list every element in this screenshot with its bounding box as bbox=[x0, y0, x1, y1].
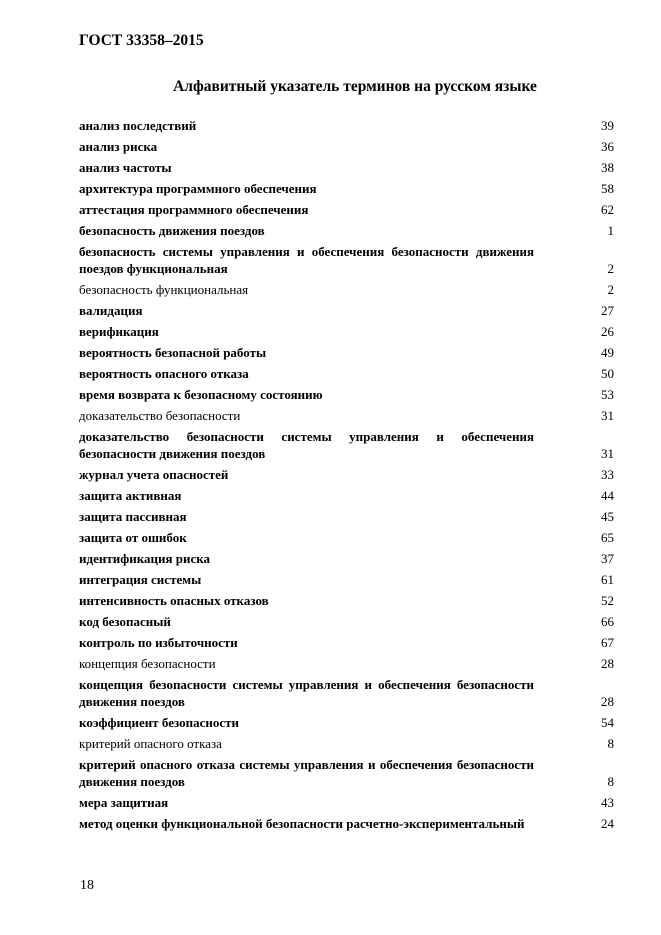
index-entry bbox=[79, 138, 614, 155]
index-entry bbox=[79, 815, 614, 832]
index-entry bbox=[79, 117, 614, 134]
index-page-ref: 26 bbox=[601, 324, 614, 339]
index-page-ref: 2 bbox=[607, 261, 614, 276]
index-term: метод оценки функциональной безопасности расчетно-экспериментальный bbox=[79, 816, 525, 831]
index-page-ref: 1 bbox=[607, 223, 614, 238]
index-page-ref: 8 bbox=[607, 736, 614, 751]
index-page-ref: 31 bbox=[601, 408, 614, 423]
index-entry bbox=[79, 302, 614, 319]
index-page-ref: 33 bbox=[601, 467, 614, 482]
index-entry bbox=[79, 466, 614, 483]
index-entry bbox=[79, 365, 614, 382]
index-page-ref: 36 bbox=[601, 139, 614, 154]
index-page-ref: 39 bbox=[601, 118, 614, 133]
index-entry bbox=[79, 550, 614, 567]
index-entry bbox=[79, 243, 614, 277]
index-page-ref: 67 bbox=[601, 635, 614, 650]
index-page-ref: 58 bbox=[601, 181, 614, 196]
index-entry bbox=[79, 508, 614, 525]
index-term: валидация bbox=[79, 303, 143, 318]
index-term: время возврата к безопасному состоянию bbox=[79, 387, 323, 402]
index-term: концепция безопасности bbox=[79, 656, 216, 671]
index-entry bbox=[79, 344, 614, 361]
index-term: идентификация риска bbox=[79, 551, 211, 566]
index-entry bbox=[79, 756, 614, 790]
index-page-ref: 52 bbox=[601, 593, 614, 608]
index-term: верификация bbox=[79, 324, 159, 339]
index-page-ref: 8 bbox=[607, 774, 614, 789]
index-page-ref: 54 bbox=[601, 715, 614, 730]
index-page-ref: 49 bbox=[601, 345, 614, 360]
index-term: вероятность безопасной работы bbox=[79, 345, 267, 360]
index-term: доказательство безопасности bbox=[79, 408, 241, 423]
index-term: критерий опасного отказа системы управления и обеспечения безопасности движения поездов bbox=[79, 757, 534, 789]
index-page-ref: 66 bbox=[601, 614, 614, 629]
index-term: доказательство безопасности системы управления и обеспечения безопасности движения поездов bbox=[79, 429, 534, 461]
index-term: критерий опасного отказа bbox=[79, 736, 222, 751]
index-term: безопасность функциональная bbox=[79, 282, 249, 297]
index-page-ref: 61 bbox=[601, 572, 614, 587]
index-entry bbox=[79, 487, 614, 504]
index-entry bbox=[79, 180, 614, 197]
index-entry bbox=[79, 222, 614, 239]
index-entry bbox=[79, 592, 614, 609]
index-page-ref: 24 bbox=[601, 816, 614, 831]
index-entry bbox=[79, 529, 614, 546]
index-term: анализ риска bbox=[79, 139, 158, 154]
index-term: коэффициент безопасности bbox=[79, 715, 240, 730]
index-page-ref: 62 bbox=[601, 202, 614, 217]
index-page-ref: 2 bbox=[607, 282, 614, 297]
index-entry bbox=[79, 676, 614, 710]
index-entry bbox=[79, 281, 614, 298]
index-term: интенсивность опасных отказов bbox=[79, 593, 269, 608]
index-term: концепция безопасности системы управления и обеспечения безопасности движения поездов bbox=[79, 677, 534, 709]
index-term: интеграция системы bbox=[79, 572, 202, 587]
index-term: аттестация программного обеспечения bbox=[79, 202, 309, 217]
index-entry bbox=[79, 428, 614, 462]
index-entry bbox=[79, 794, 614, 811]
index-page-ref: 31 bbox=[601, 446, 614, 461]
index-term: журнал учета опасностей bbox=[79, 467, 229, 482]
index-entry bbox=[79, 159, 614, 176]
page-number: 18 bbox=[80, 878, 94, 893]
index-entry bbox=[79, 655, 614, 672]
index-entry bbox=[79, 634, 614, 651]
index-page-ref: 37 bbox=[601, 551, 614, 566]
index-page-ref: 44 bbox=[601, 488, 614, 503]
index-page-ref: 43 bbox=[601, 795, 614, 810]
index-term: защита пассивная bbox=[79, 509, 187, 524]
index-page-ref: 28 bbox=[601, 656, 614, 671]
index-page-ref: 65 bbox=[601, 530, 614, 545]
index-term: контроль по избыточности bbox=[79, 635, 238, 650]
index-term: анализ последствий bbox=[79, 118, 197, 133]
index-term: защита активная bbox=[79, 488, 182, 503]
index-term: безопасность системы управления и обеспечения безопасности движения поездов функциональная bbox=[79, 244, 534, 276]
index-page-ref: 27 bbox=[601, 303, 614, 318]
index-entry bbox=[79, 323, 614, 340]
index-list bbox=[79, 117, 614, 836]
index-entry bbox=[79, 613, 614, 630]
index-term: мера защитная bbox=[79, 795, 169, 810]
index-page-ref: 38 bbox=[601, 160, 614, 175]
index-term: код безопасный bbox=[79, 614, 171, 629]
index-term: архитектура программного обеспечения bbox=[79, 181, 317, 196]
index-entry bbox=[79, 735, 614, 752]
index-term: безопасность движения поездов bbox=[79, 223, 265, 238]
index-page-ref: 53 bbox=[601, 387, 614, 402]
index-entry bbox=[79, 714, 614, 731]
index-page-ref: 50 bbox=[601, 366, 614, 381]
index-term: защита от ошибок bbox=[79, 530, 187, 545]
index-page-ref: 28 bbox=[601, 694, 614, 709]
index-entry bbox=[79, 407, 614, 424]
document-header: ГОСТ 33358–2015 bbox=[79, 32, 204, 49]
index-entry bbox=[79, 201, 614, 218]
index-term: вероятность опасного отказа bbox=[79, 366, 249, 381]
index-entry bbox=[79, 386, 614, 403]
index-page-ref: 45 bbox=[601, 509, 614, 524]
index-entry bbox=[79, 571, 614, 588]
page-title: Алфавитный указатель терминов на русском языке bbox=[173, 78, 537, 95]
index-term: анализ частоты bbox=[79, 160, 172, 175]
